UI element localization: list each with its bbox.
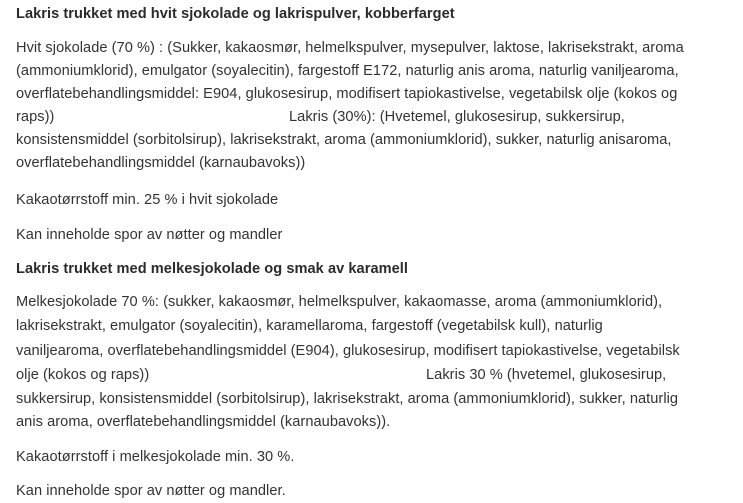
section-2-heading: Lakris trukket med melkesjokolade og smak av karamell bbox=[16, 261, 409, 277]
section-1-ingredients-line-2: (ammoniumklorid), emulgator (soyalecitin), fargestoff E172, naturlig anis aroma, naturlig vaniljearoma, bbox=[16, 63, 679, 79]
section-2-cocoa-note: Kakaotørrstoff i melkesjokolade min. 30 %. bbox=[16, 449, 295, 465]
section-2-ingredients-line-4: olje (kokos og raps)) bbox=[16, 367, 150, 383]
section-1-ingredients-line-1: Hvit sjokolade (70 %) : (Sukker, kakaosmør, helmelkspulver, mysepulver, laktose, lakrisekstrakt, aroma bbox=[16, 40, 684, 56]
section-2-ingredients-line-3: vaniljearoma, overflatebehandlingsmiddel (E904), glukosesirup, modifisert tapiokastivelse, vegetabilsk bbox=[16, 343, 680, 359]
section-1-allergen-note: Kan inneholde spor av nøtter og mandler bbox=[16, 227, 283, 243]
section-1-cocoa-note: Kakaotørrstoff min. 25 % i hvit sjokolade bbox=[16, 192, 279, 208]
section-2-ingredients-line-1: Melkesjokolade 70 %: (sukker, kakaosmør, helmelkspulver, kakaomasse, aroma (ammoniumklorid), bbox=[16, 294, 663, 310]
section-1-ingredients-line-5: Lakris (30%): (Hvetemel, glukosesirup, sukkersirup, bbox=[289, 109, 625, 125]
section-1-ingredients-line-4: raps)) bbox=[16, 109, 55, 125]
section-1-ingredients-line-7: overflatebehandlingsmiddel (karnaubavoks)) bbox=[16, 155, 306, 171]
section-1-heading: Lakris trukket med hvit sjokolade og lakrispulver, kobberfarget bbox=[16, 6, 455, 22]
section-2-ingredients-line-6: sukkersirup, konsistensmiddel (sorbitolsirup), lakrisekstrakt, aroma (ammoniumklorid), sukker, naturlig bbox=[16, 391, 679, 407]
section-1-ingredients-line-3: overflatebehandlingsmiddel: E904, glukosesirup, modifisert tapiokastivelse, vegetabilsk olje (kokos og bbox=[16, 86, 678, 102]
section-2-ingredients-line-2: lakrisekstrakt, emulgator (soyalecitin), karamellaroma, fargestoff (vegetabilsk kull), naturlig bbox=[16, 318, 603, 334]
section-2-ingredients-line-7: anis aroma, overflatebehandlingsmiddel (karnaubavoks)). bbox=[16, 414, 391, 430]
section-2-allergen-note: Kan inneholde spor av nøtter og mandler. bbox=[16, 483, 286, 499]
section-2-ingredients-line-5: Lakris 30 % (hvetemel, glukosesirup, bbox=[426, 367, 667, 383]
section-1-ingredients-line-6: konsistensmiddel (sorbitolsirup), lakrisekstrakt, aroma (ammoniumklorid), sukker, naturlig anisaroma, bbox=[16, 132, 672, 148]
